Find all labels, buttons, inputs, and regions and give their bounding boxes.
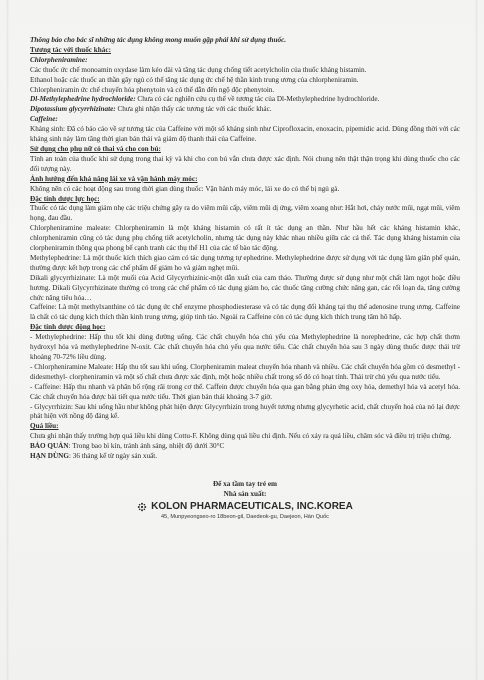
- pharmacokinetics-text-1: - Methylephedrine: Hấp thu tốt khi dùng đường uống. Các chất chuyển hóa chủ yếu của Methylephedrine là norephedrine, các hợp chất thơm hydroxyl hóa và methylephedrine N-oxit. Các chất chuyển hóa chủ yếu qua nước tiểu. Các chất chuyển hóa sau 3 ngày dùng thuốc được thải trừ khoảng 70-72% liều dùng.: [30, 333, 460, 361]
- dipotassium-text: Chưa ghi nhận thấy các tương tác với các thuốc khác.: [115, 105, 272, 114]
- keep-away-notice: Để xa tầm tay trẻ em: [212, 479, 278, 488]
- chlorpheniramine-text-1: Các thuốc ức chế monoamin oxydase làm kéo dài và tăng tác dụng chống tiết acetylcholin của thuốc kháng histamin.: [30, 65, 367, 74]
- dipotassium-label: Dipotassium glycyrrhizinate:: [30, 105, 116, 114]
- manufacturer-address: 45, Munpyeongseo-ro 18beon-gil, Daedeok-gu, Daejeon, Hàn Quốc: [161, 513, 329, 520]
- chlorpheniramine-text-2: Ethanol hoặc các thuốc an thần gây ngủ có thể tăng tác dụng ức chế hệ thần kinh trung ương của chlorpheniramin.: [30, 75, 359, 84]
- pharmacodynamics-heading: Đặc tính dược lực học:: [30, 194, 100, 203]
- pregnancy-heading: Sử dụng cho phụ nữ có thai và cho con bú:: [30, 144, 161, 153]
- pharmacodynamics-text-2: Chlorpheniramine maleate: Chlorpheniramin là một kháng histamin có rất ít tác dụng an thần. Như hầu hết các kháng histamin khác, chlorpheniramin cũng có tác dụng phụ chống tiết acetylcholin, nhưng tác dụng này khác nhau nhiều giữa các cá thể. Tác dụng kháng histamin của clorpheniramin thông qua phong bế cạnh tranh các thụ thể H1 của các tế bào tác động.: [30, 224, 460, 253]
- driving-heading: Ảnh hưởng đến khả năng lái xe và vận hành máy móc:: [30, 174, 198, 183]
- caffeine-heading: Caffeine:: [30, 115, 58, 124]
- expiry-text: : 36 tháng kể từ ngày sản xuất.: [68, 452, 158, 461]
- manufacturer-label: Nhà sản xuất:: [223, 489, 267, 498]
- chlorpheniramine-text-3: Chlorpheniramin ức chế chuyển hóa phenytoin và có thể dẫn đến ngộ độc phenytoin.: [30, 85, 275, 94]
- pharmacokinetics-text-4: - Glycyrrhizin: Sau khi uống hầu như không phát hiện được Glycyrrhizin trong huyết tương nhưng glycyrhetic acid, chất chuyển hoá của nó lại được phát hiện với nồng độ đáng kể.: [30, 402, 460, 421]
- pharmacodynamics-text-1: Thuốc có tác dụng làm giảm nhẹ các triệu chứng gây ra do viêm mũi cấp, viêm mũi dị ứng, viêm xoang như: Hắt hơi, chảy nước mũi, ngạt mũi, viêm họng, đau đầu.: [30, 204, 460, 223]
- leaflet-content: [30, 36, 460, 521]
- expiry-line: [30, 452, 460, 462]
- leaflet-footer: [30, 480, 460, 521]
- pharmacodynamics-text-4: Dikali glycyrrhizinate: Là một muối của Acid Glycyrrhizinic-một dẫn xuất của cam thảo. Thường được sử dụng như một chất làm ngọt hoặc điều hương. Dikali Glycyrrhizinate thường có trong các chế phẩm có tác dụng giảm ho, các thuốc tăng cường chức năng gan, các rối loạn da, tăng cường chức năng tiêu hóa…: [30, 273, 460, 302]
- pregnancy-text: Tính an toàn của thuốc khi sử dụng trong thai kỳ và khi cho con bú vẫn chưa được xác định. Nói chung nên thật thận trọng khi dùng thuốc cho các đối tượng này.: [30, 154, 460, 173]
- storage-text: : Trong bao bì kín, tránh ánh sáng, nhiệt độ dưới 30°C: [68, 442, 225, 451]
- page-fold-left: [6, 0, 9, 680]
- manufacturer-name: KOLON PHARMACEUTICALS, INC.KOREA: [151, 500, 353, 512]
- chlorpheniramine-heading: Chlorpheniramine:: [30, 55, 88, 64]
- kolon-logo-icon: [137, 502, 147, 512]
- storage-label: BẢO QUẢN: [30, 442, 69, 451]
- dipotassium-interaction: [30, 105, 460, 115]
- interactions-heading: Tương tác với thuốc khác:: [30, 45, 111, 54]
- pharmacokinetics-text-2: - Chlorpheniramine Maleate: Hấp thu tốt sau khi uống. Clorpheniramin maleat chuyển hóa nhanh và nhiều. Các chất chuyển hóa gồm có desmethyl - didesmethyl- clorpheniramin và một số chất chưa được xác định, một hoặc nhiều chất trong số đó có hoạt tính. Thải trừ chủ yếu qua nước tiểu.: [30, 362, 460, 381]
- pharmacokinetics-text-3: - Caffeine: Hấp thu nhanh và phân bố rộng rãi trong cơ thể. Caffein được chuyển hóa qua gan bằng phản ứng oxy hóa, demethyl hóa và acetyl hóa. Các chất chuyển hóa được bài tiết qua nước tiểu. Thời gian bán thải khoảng 3-7 giờ.: [30, 382, 460, 401]
- methylephedrine-text: Chưa có các nghiên cứu cụ thể về tương tác của Dl-Methylephedrine hydrochloride.: [135, 95, 380, 104]
- manufacturer-block: [30, 501, 460, 513]
- driving-text: Không nên có các hoạt động sau trong thời gian dùng thuốc: Vận hành máy móc, lái xe do có thể bị ngủ gà.: [30, 184, 340, 193]
- intro-notice: Thông báo cho bác sĩ những tác dụng không mong muốn gặp phải khi sử dụng thuốc.: [30, 36, 287, 44]
- pharmacokinetics-heading: Đặc tính dược động học:: [30, 323, 106, 332]
- storage-line: [30, 442, 460, 452]
- methylephedrine-interaction: [30, 95, 460, 105]
- caffeine-interaction-text: Kháng sinh: Đã có báo cáo về sự tương tác của Caffeine với một số kháng sinh như Ciprofloxacin, enoxacin, pipemidic acid. Dùng đồng thời với các kháng sinh này làm tăng thời gian bán thải và giảm độ thanh thải của Caffeine.: [30, 125, 460, 144]
- pharmacodynamics-text-3: Methylephedrine: Là một thuốc kích thích giao cảm có tác dụng tương tự ephedrine. Methylephedrine được sử dụng với tác dụng làm giãn phế quản, thường được kết hợp trong các chế phẩm để giảm ho và giảm nghẹt mũi.: [30, 253, 460, 272]
- overdose-text: Chưa ghi nhận thấy trường hợp quá liều khi dùng Cottu-F. Không dùng quá liều chỉ định. Nếu có xảy ra quá liều, chăm sóc và điều trị triệu chứng.: [30, 432, 452, 441]
- expiry-label: HẠN DÙNG: [30, 452, 69, 461]
- pharmacodynamics-text-5: Caffeine: Là một methylxanthine có tác dụng ức chế enzyme phosphodiesterase và có tác dụng đối kháng tại thụ thể adenosine trung ương. Caffeine là chất có tác dụng kích thích thần kinh trung ương, giúp tinh táo. Ngoài ra Caffeine còn có tác dụng kích thích trung tâm hô hấp.: [30, 303, 460, 322]
- page-fold-right: [475, 0, 478, 680]
- overdose-heading: Quá liều:: [30, 422, 59, 431]
- methylephedrine-label: Dl-Methylephedrine hydrochloride:: [30, 95, 136, 104]
